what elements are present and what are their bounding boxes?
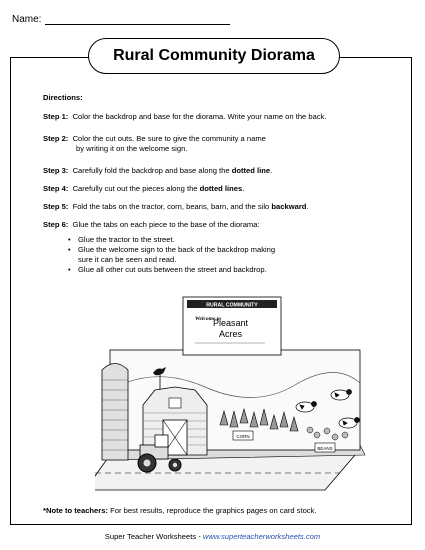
step-label: Step 6: bbox=[43, 220, 69, 229]
silo bbox=[102, 364, 128, 461]
glue-instructions bbox=[68, 235, 368, 275]
page-title: Rural Community Diorama bbox=[88, 38, 340, 74]
step-1: Step 1: Color the backdrop and base for the diorama. Write your name on the back. bbox=[43, 112, 327, 121]
teacher-note-label: *Note to teachers: bbox=[43, 506, 108, 515]
svg-text:BEANS: BEANS bbox=[317, 446, 333, 451]
list-item: • Glue all other cut outs between the street and backdrop. bbox=[68, 265, 368, 275]
step-label: Step 5: bbox=[43, 202, 69, 211]
sign-welcome: Welcome to bbox=[195, 316, 222, 322]
list-item-continued: sure it can be seen and read. bbox=[78, 255, 177, 264]
teacher-note: *Note to teachers: For best results, reproduce the graphics pages on card stock. bbox=[43, 506, 317, 515]
footer-link[interactable]: www.superteacherworksheets.com bbox=[202, 532, 321, 541]
diorama-illustration bbox=[95, 295, 370, 500]
name-line bbox=[45, 15, 230, 25]
step-2: Step 2: Color the cut outs. Be sure to give the community a name by writing it on the welcome sign. bbox=[43, 134, 266, 153]
step-label: Step 1: bbox=[43, 112, 69, 121]
footer-text: Super Teacher Worksheets - bbox=[104, 532, 203, 541]
step-label: Step 3: bbox=[43, 166, 69, 175]
directions-heading: Directions: bbox=[43, 93, 83, 102]
diorama-base bbox=[95, 455, 355, 490]
crate-beans bbox=[315, 443, 335, 452]
crate-corn bbox=[233, 431, 253, 440]
sign-name-line1: Pleasant bbox=[213, 318, 249, 328]
step-5: Step 5: Fold the tabs on the tractor, corn, beans, barn, and the silo backward. bbox=[43, 202, 309, 211]
welcome-sign bbox=[183, 297, 281, 355]
step-6: Step 6: Glue the tabs on each piece to the base of the diorama: bbox=[43, 220, 260, 229]
svg-text:CORN: CORN bbox=[236, 434, 250, 439]
step-3: Step 3: Carefully fold the backdrop and base along the dotted line. bbox=[43, 166, 273, 175]
sign-name-line2: Acres bbox=[219, 329, 243, 339]
step-label: Step 4: bbox=[43, 184, 69, 193]
list-item: • Glue the welcome sign to the back of the backdrop making bbox=[68, 245, 368, 255]
footer bbox=[0, 532, 425, 541]
name-label: Name: bbox=[12, 14, 42, 25]
name-field bbox=[12, 14, 230, 25]
step-4: Step 4: Carefully cut out the pieces along the dotted lines. bbox=[43, 184, 245, 193]
step-label: Step 2: bbox=[43, 134, 69, 143]
sign-header: RURAL COMMUNITY bbox=[206, 302, 258, 309]
list-item: • Glue the tractor to the street. bbox=[68, 235, 368, 245]
